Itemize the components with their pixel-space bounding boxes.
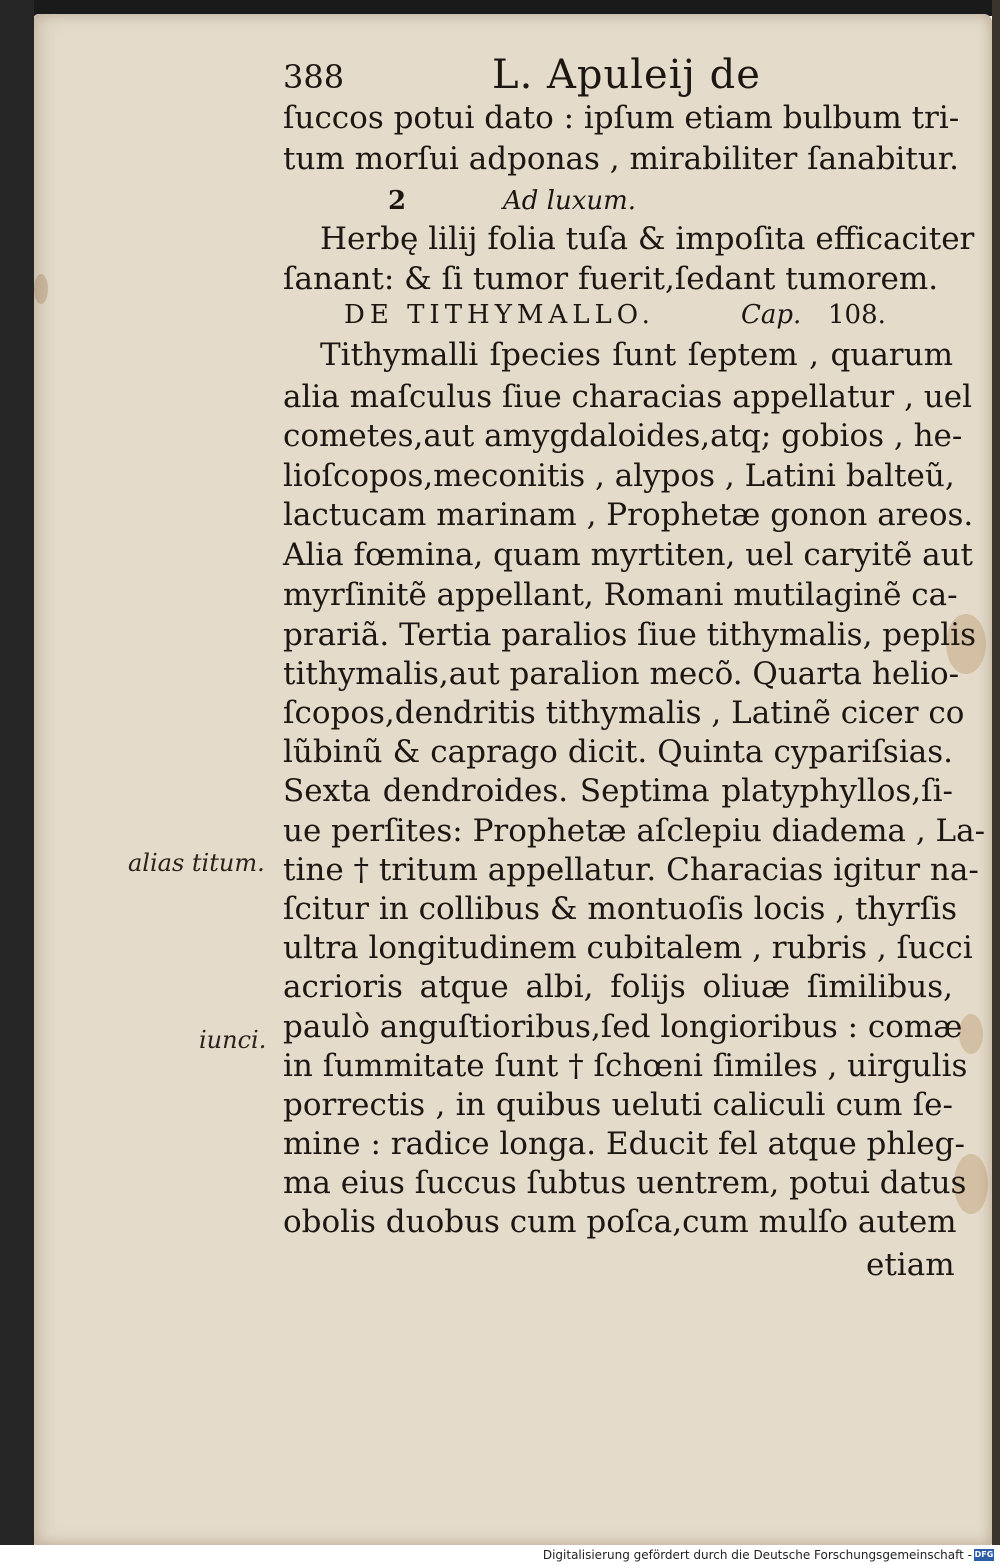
text-line: ultra longitudinem cubitalem , rubris , ſucci	[283, 930, 973, 966]
text-line: in ſummitate ſunt † ſchœni ſimiles , uirgulis	[283, 1048, 968, 1084]
text-line: myrſinitẽ appellant, Romani mutilaginẽ ca-	[283, 577, 958, 613]
text-line: ſcopos,dendritis tithymalis , Latinẽ cicer co	[283, 695, 965, 731]
running-title: L. Apuleij de	[492, 52, 761, 98]
text-line: porrectis , in quibus ueluti caliculi cum ſe-	[283, 1087, 953, 1123]
text-line: Alia fœmina, quam myrtiten, uel caryitẽ aut	[283, 537, 973, 573]
text-line: tum morſui adponas , mirabiliter ſanabitur.	[283, 141, 960, 177]
section-number: 2	[388, 186, 407, 216]
text-line: lactucam marinam , Prophetæ gonon areos.	[283, 497, 974, 533]
text-line: cometes,aut amygdaloides,atq; gobios , he-	[283, 418, 963, 454]
chapter-cap-label: Cap.	[741, 300, 802, 330]
text-line: lioſcopos,meconitis , alypos , Latini balteũ,	[283, 458, 955, 494]
text-line: obolis duobus cum poſca,cum mulſo autem	[283, 1204, 957, 1240]
text-line: mine : radice longa. Educit fel atque phleg-	[283, 1126, 965, 1162]
dfg-logo: DFG	[974, 1550, 994, 1559]
text-line: tithymalis,aut paralion mecõ. Quarta helio-	[283, 656, 960, 692]
margin-note: alias titum.	[128, 849, 265, 877]
footer-text: Digitalisierung gefördert durch die Deutsche Forschungsgemeinschaft -	[542, 1548, 972, 1562]
text-line: acrioris atque albi, folijs oliuæ ſimilibus,	[283, 969, 953, 1005]
margin-note: iunci.	[199, 1026, 267, 1054]
section-heading: Ad luxum.	[503, 186, 637, 216]
text-line: tine † tritum appellatur. Characias igitur na-	[283, 852, 979, 888]
text-line: ue perſites: Prophetæ aſclepiu diadema , La-	[283, 813, 986, 849]
text-line: lũbinũ & caprago dicit. Quinta cypariſsias.	[283, 734, 953, 770]
text-line: prariã. Tertia paralios ſiue tithymalis, peplis	[283, 617, 977, 653]
text-line: alia maſculus ſiue characias appellatur , uel	[283, 379, 973, 415]
text-line: ſanant: & ſi tumor fuerit,ſedant tumorem.	[283, 261, 939, 297]
text-line: Herbę lilij folia tuſa & impoſita efficaciter	[320, 221, 975, 257]
catchword: etiam	[866, 1247, 955, 1283]
chapter-title: DE TITHYMALLO.	[344, 300, 655, 330]
footer	[0, 1545, 1000, 1565]
text-line: ſcitur in collibus & montuoſis locis , thyrſis	[283, 891, 958, 927]
text-line: paulò anguſtioribus,ſed longioribus : comæ	[283, 1009, 963, 1045]
text-line: Tithymalli ſpecies ſunt ſeptem , quarum	[320, 337, 953, 373]
page-number: 388	[283, 58, 345, 96]
text-line: Sexta dendroides. Septima platyphyllos,ſi-	[283, 773, 953, 809]
chapter-number: 108.	[828, 300, 886, 330]
text-line: ſuccos potui dato : ipſum etiam bulbum tri-	[283, 100, 960, 136]
text-line: ma eius ſuccus ſubtus uentrem, potui datus	[283, 1165, 967, 1201]
